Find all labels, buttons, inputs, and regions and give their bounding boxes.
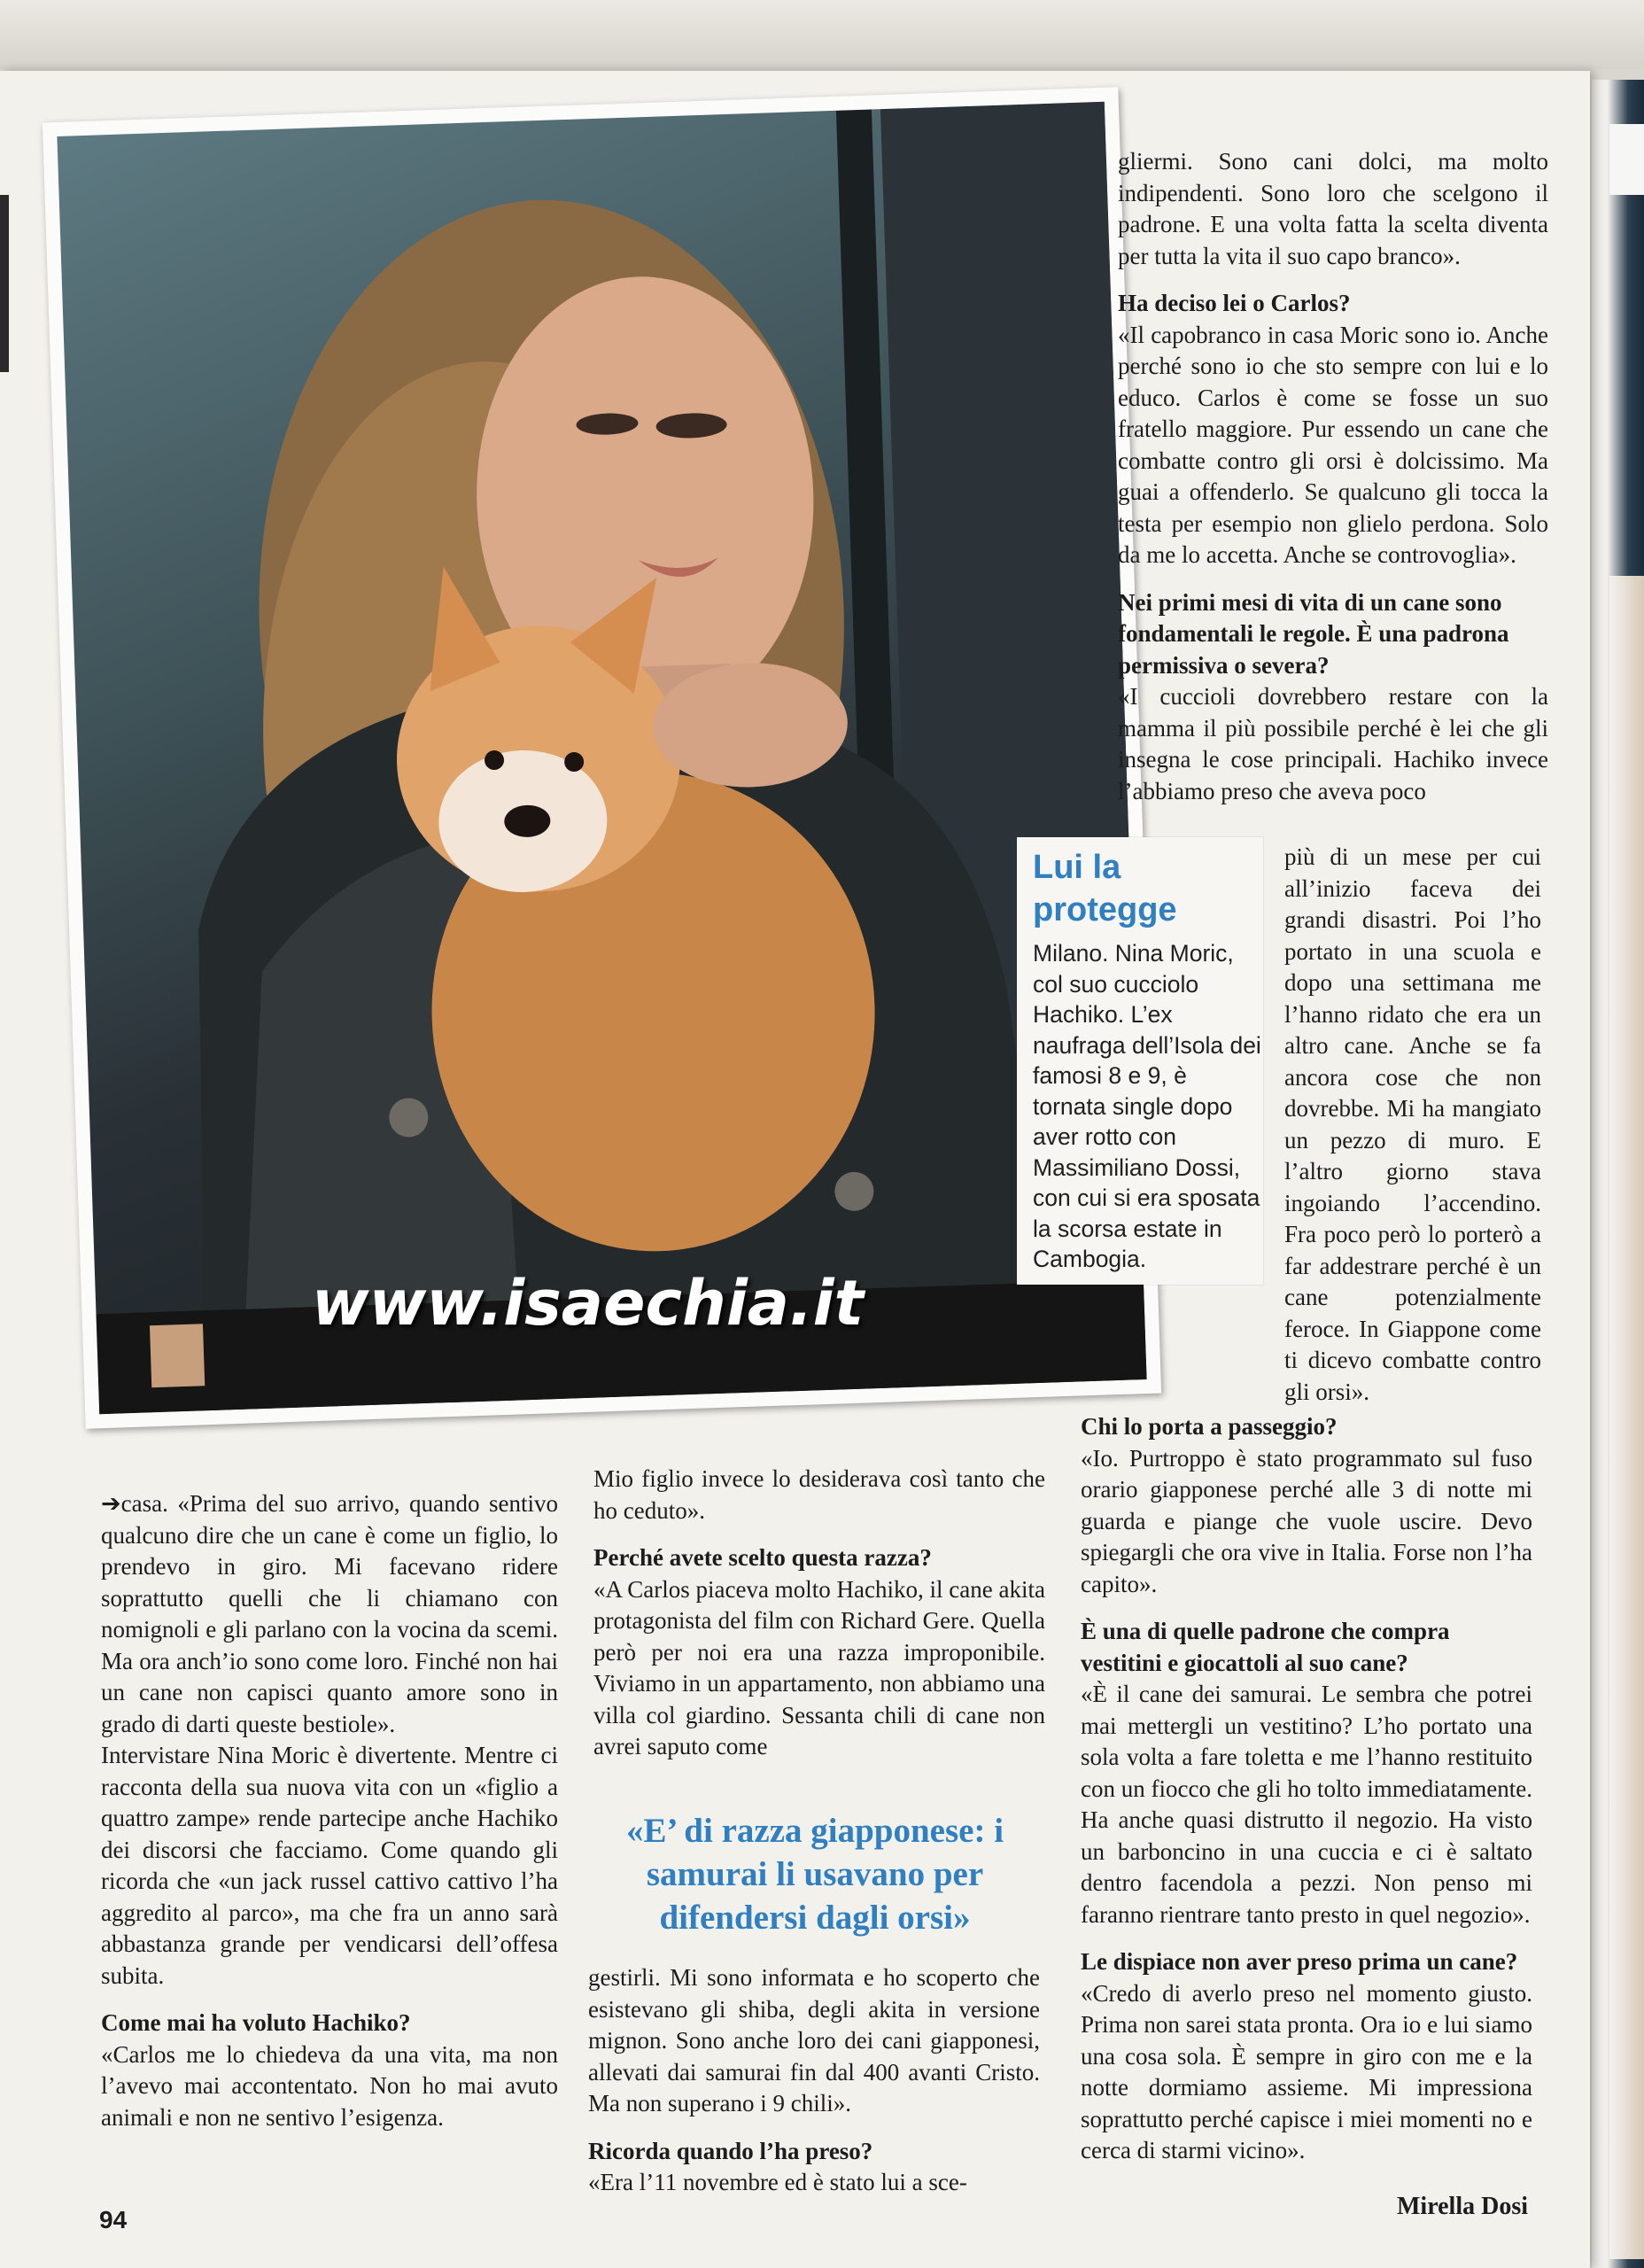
interview-question: Ha deciso lei o Carlos?	[1118, 290, 1351, 316]
paragraph: gestirli. Mi sono informata e ho scoperto che esistevano gli shiba, degli akita in versione mignon. Sono anche loro dei cani giapponesi, allevati dai samurai fin dal 400 avanti Cristo. Ma non superano i 9 chili».	[588, 1964, 1040, 2117]
paragraph: «È il cane dei samurai. Le sembra che potrei mai mettergli un vestitino? L’ho portato una sola volta a fare toletta e me l’hanno restituito con un fiocco che gli ho tolto immediatamente. Ha anche quasi distrutto il negozio. Ha visto un barboncino in una cuccia e ci è saltato dentro facendola a pezzi. Non penso mi faranno rientrare tanto presto in quel negozio».	[1081, 1681, 1532, 1928]
paragraph: «Carlos me lo chiedeva da una vita, ma non l’avevo mai accontentato. Non ho mai avuto animali e non ne sentivo l’esigenza.	[101, 2040, 558, 2131]
paragraph: Mio figlio invece lo desiderava così tanto che ho ceduto».	[593, 1465, 1045, 1524]
scanner-top-margin	[0, 0, 1644, 69]
photo-caption-box	[1017, 837, 1263, 1285]
photo-illustration	[57, 102, 1146, 1414]
pull-quote: «E’ di razza giapponese: i samurai li usavano per difendersi dagli orsi»	[625, 1812, 1004, 1937]
paragraph: più di un mese per cui all’inizio faceva dei grandi disastri. Poi l’ho portato in una scuola e dopo una settimana me l’hanno ridato che era un altro cane. Anche se fa ancora cose che non dovrebbe. Mi ha mangiato un pezzo di muro. E l’altro giorno stava ingoiando l’accendino. Fra poco però lo porterò a far addestrare perché è un cane potenzialmente feroce. In Giappone come ti dicevo combatte contro gli orsi».	[1284, 843, 1541, 1405]
column-right-top	[1118, 146, 1548, 807]
column-right-wrap	[1284, 842, 1541, 1408]
interview-question: Chi lo porta a passeggio?	[1081, 1413, 1338, 1440]
paragraph: «A Carlos piaceva molto Hachiko, il cane akita protagonista del film con Richard Gere. Quella però per noi era una razza improponibile. Viviamo in un appartamento, non abbiamo una villa col giardino. Sessanta chili di cane non avrei saputo come	[593, 1575, 1045, 1759]
page-left-edge-mark	[0, 195, 9, 372]
interview-question: Perché avete scelto questa razza?	[593, 1544, 932, 1571]
interview-question: È una di quelle padrone che compra vestitini e giocattoli al suo cane?	[1081, 1618, 1450, 1676]
paragraph: Intervistare Nina Moric è divertente. Mentre ci racconta della sua nuova vita con un «figlio a quattro zampe» rende partecipe anche Hachiko dei discorsi che facciamo. Come quando gli ricorda che «un jack russel cattivo cattivo l’ha aggredito al parco», ma che fra un anno sarà abbastanza grande per vendicarsi dell’offesa subita.	[101, 1742, 558, 1989]
caption-title: Lui la protegge	[1033, 849, 1177, 928]
adjacent-page-edge	[1592, 80, 1644, 2268]
interview-question: Come mai ha voluto Hachiko?	[101, 2009, 411, 2036]
column-left	[101, 1488, 558, 2133]
interview-question: Ricorda quando l’ha preso?	[588, 2137, 873, 2164]
watermark-url[interactable]: www.isaechia.it	[312, 1267, 865, 1340]
paragraph-text: casa. «Prima del suo arrivo, quando sentivo qualcuno dire che un cane è come un figlio, lo prendevo in giro. Mi facevano ridere soprattutto quelli che li chiamano con nomignoli e gli parlano con la vocina da scemi. Ma ora anch’io sono come loro. Finché non hai un cane non capisci quanto amore sono in grado di darti queste bestiole».	[101, 1490, 558, 1737]
paragraph: «Il capobranco in casa Moric sono io. Anche perché sono io che sto sempre con lui e lo educo. Carlos è come se fosse un suo fratello maggiore. Pur essendo un cane che combatte contro gli orsi è dolcissimo. Ma guai a offenderlo. Se qualcuno gli tocca la testa per esempio non glielo perdona. Solo da me lo accetta. Anche se controvoglia».	[1118, 321, 1548, 568]
author-byline: Mirella Dosi	[1396, 2193, 1528, 2220]
page-number: 94	[99, 2206, 128, 2233]
column-middle-bottom	[588, 1962, 1040, 2199]
interview-question: Nei primi mesi di vita di un cane sono fondamentali le regole. È una padrona permissiva o severa?	[1118, 588, 1509, 679]
continuation-arrow-icon: ➔	[101, 1490, 121, 1518]
photo-woman-with-puppy	[57, 102, 1146, 1414]
paragraph: «I cuccioli dovrebbero restare con la mamma il più possibile perché è lei che gli insegna le cose principali. Hachiko invece l’abbiamo preso che aveva poco	[1118, 683, 1548, 804]
paragraph: gliermi. Sono cani dolci, ma molto indipendenti. Sono loro che scelgono il padrone. E una volta fatta la scelta diventa per tutta la vita il suo capo branco».	[1118, 148, 1548, 269]
paragraph: «Credo di averlo preso nel momento giusto. Prima non sarei stata pronta. Ora io e lui siamo una cosa sola. È sempre in giro con me e la notte dormiamo assieme. Mi impressiona soprattutto perché capisce i miei momenti no e cerca di starmi vicino».	[1081, 1979, 1532, 2163]
paragraph: «Era l’11 novembre ed è stato lui a sce-	[588, 2169, 967, 2195]
caption-text: Milano. Nina Moric, col suo cucciolo Hachiko. L’ex naufraga dell’Isola dei famosi 8 e 9, è tornata single dopo aver rotto con Massimiliano Dossi, con cui si era sposata la scorsa estate in Cambogia.	[1033, 940, 1261, 1272]
paragraph: «Io. Purtroppo è stato programmato sul fuso orario giapponese perché alle 3 di notte mi guarda e piange che vuole uscire. Devo spiegargli che ora vive in Italia. Forse non l’ha capito».	[1081, 1444, 1532, 1597]
photo-frame	[43, 87, 1161, 1428]
column-middle-top	[593, 1464, 1045, 1763]
column-right-bottom	[1081, 1395, 1532, 2167]
interview-question: Le dispiace non aver preso prima un cane?	[1081, 1948, 1518, 1975]
paragraph	[101, 1488, 558, 1740]
